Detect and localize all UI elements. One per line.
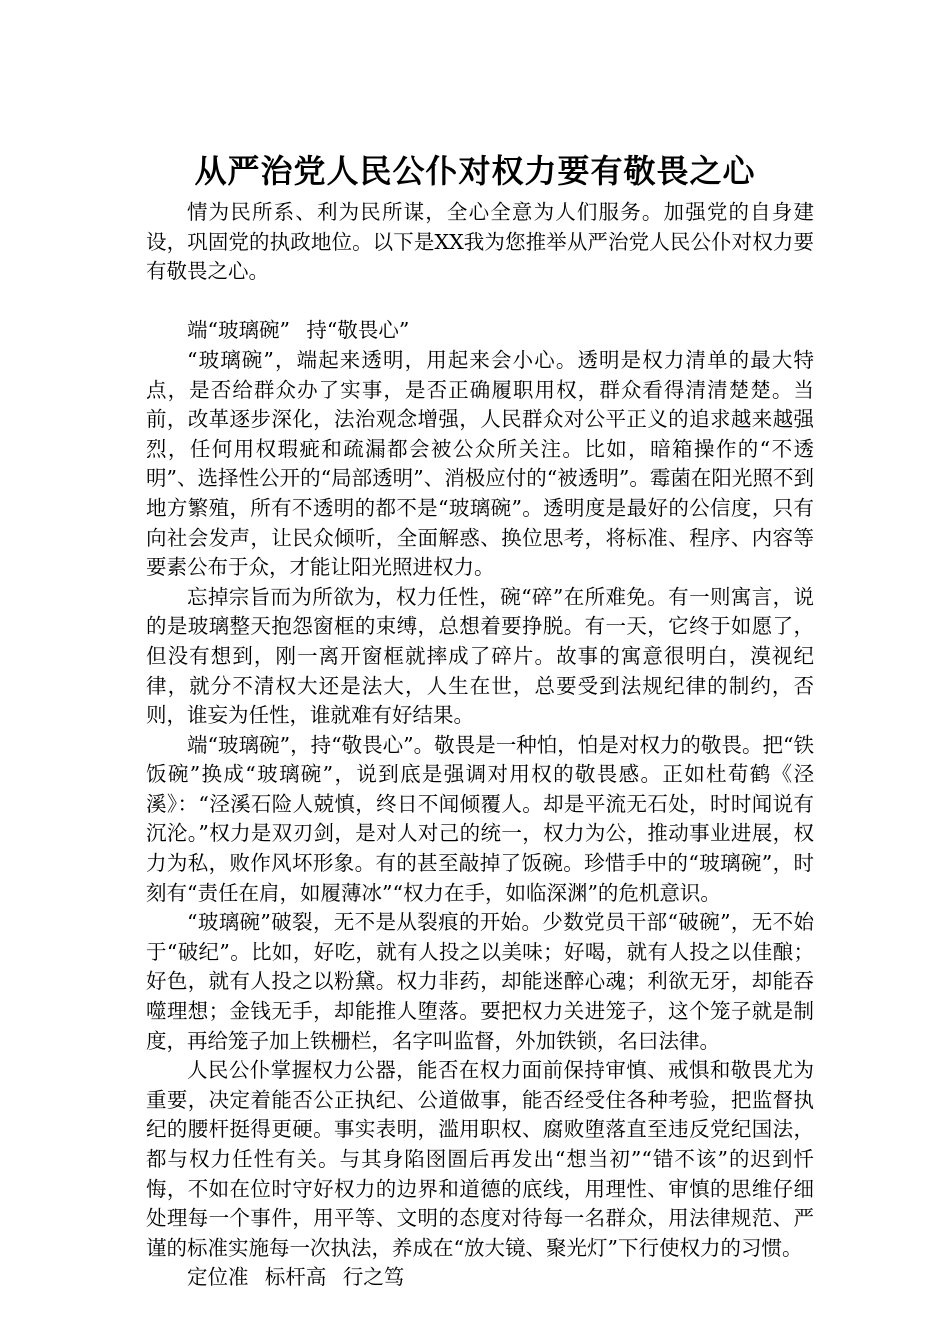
section-heading-1-part1: 端“玻璃碗” bbox=[187, 318, 290, 343]
section-heading-2-part1: 定位准 bbox=[187, 1265, 249, 1290]
body-paragraph-2: 忘掉宗旨而为所欲为，权力任性，碗“碎”在所难免。有一则寓言，说的是玻璃整天抱怨窗框的束缚，总想着要挣脱。有一天，它终于如愿了，但没有想到，刚一离开窗框就摔成了碎片。故事的寓意很明白，漠视纪律，就分不清权大还是法大，人生在世，总要受到法规纪律的制约，否则，谁妄为任性，谁就难有好结果。 bbox=[146, 584, 814, 728]
section-heading-1-part2: 持“敬畏心” bbox=[306, 318, 410, 343]
body-paragraph-5: 人民公仆掌握权力公器，能否在权力面前保持审慎、戒惧和敬畏尤为重要，决定着能否公正执纪、公道做事，能否经受住各种考验，把监督执纪的腰杆挺得更硬。事实表明，滥用职权、腐败堕落直至违反党纪国法，都与权力任性有关。与其身陷囹圄后再发出“想当初”“错不该”的迟到忏悔，不如在位时守好权力的边界和道德的底线，用理性、审慎的思维仔细处理每一个事件，用平等、文明的态度对待每一名群众，用法律规范、严谨的标准实施每一次执法，养成在“放大镜、聚光灯”下行使权力的习惯。 bbox=[146, 1058, 814, 1260]
body-paragraph-4: “玻璃碗”破裂，无不是从裂痕的开始。少数党员干部“破碗”，无不始于“破纪”。比如，好吃，就有人投之以美味；好喝，就有人投之以佳酿；好色，就有人投之以粉黛。权力非药，却能迷醉心魂；利欲无牙，却能吞噬理想；金钱无手，却能推人堕落。要把权力关进笼子，这个笼子就是制度，再给笼子加上铁栅栏，名字叫监督，外加铁锁，名曰法律。 bbox=[146, 910, 814, 1053]
section-heading-1 bbox=[146, 316, 814, 346]
section-heading-2-part2: 标杆高 bbox=[264, 1265, 327, 1290]
intro-paragraph: 情为民所系、利为民所谋，全心全意为人们服务。加强党的自身建设，巩固党的执政地位。以下是XX我为您推举从严治党人民公仆对权力要有敬畏之心。 bbox=[146, 200, 814, 284]
blank-line bbox=[146, 287, 814, 317]
section-heading-2-part3: 行之笃 bbox=[342, 1265, 405, 1290]
section-heading-2 bbox=[146, 1263, 814, 1293]
document-title: 从严治党人民公仆对权力要有敬畏之心 bbox=[194, 152, 756, 191]
body-paragraph-3: 端“玻璃碗”，持“敬畏心”。敬畏是一种怕，怕是对权力的敬畏。把“铁饭碗”换成“玻璃碗”，说到底是强调对用权的敬畏感。正如杜荀鹤《泾溪》：“泾溪石险人兢慎，终日不闻倾覆人。却是平流无石处，时时闻说有沉沦。”权力是双刃剑，是对人对己的统一，权力为公，推动事业进展，权力为私，败作风坏形象。有的甚至敲掉了饭碗。珍惜手中的“玻璃碗”，时刻有“责任在肩，如履薄冰”“权力在手，如临深渊”的危机意识。 bbox=[146, 732, 814, 905]
document-body bbox=[146, 198, 814, 1293]
body-paragraph-1: “玻璃碗”，端起来透明，用起来会小心。透明是权力清单的最大特点，是否给群众办了实事，是否正确履职用权，群众看得清清楚楚。当前，改革逐步深化，法治观念增强，人民群众对公平正义的追求越来越强烈，任何用权瑕疵和疏漏都会被公众所关注。比如，暗箱操作的“不透明”、选择性公开的“局部透明”、消极应付的“被透明”。霉菌在阳光照不到地方繁殖，所有不透明的都不是“玻璃碗”。透明度是最好的公信度，只有向社会发声，让民众倾听，全面解惑、换位思考，将标准、程序、内容等要素公布于众，才能让阳光照进权力。 bbox=[146, 347, 814, 580]
